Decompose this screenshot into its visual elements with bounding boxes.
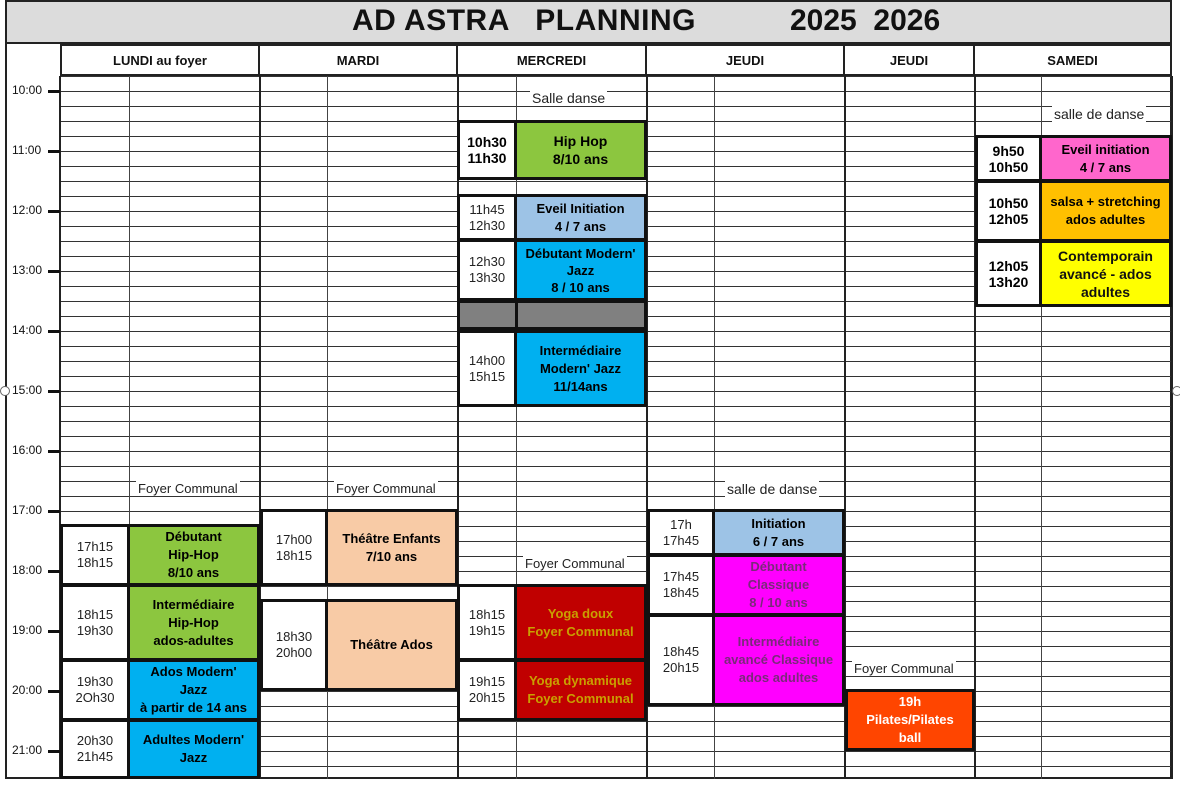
break-divider xyxy=(515,300,518,330)
session-ados-modern-jazz-lundi: Ados Modern' Jazz à partir de 14 ans xyxy=(130,659,260,721)
session-intermediaire-classique-jeudi: Intermédiaire avancé Classique ados adultes xyxy=(715,614,845,706)
session-time: 10h50 12h05 xyxy=(975,180,1042,242)
time-label: 15:00 xyxy=(12,383,43,397)
location-label-jeudi: salle de danse xyxy=(727,481,818,497)
time-tick xyxy=(48,570,60,573)
session-time: 17h 17h45 xyxy=(647,509,715,556)
session-debutant-classique-jeudi: Débutant Classique 8 / 10 ans xyxy=(715,554,845,616)
session-yoga-dynamique-mercredi: Yoga dynamique Foyer Communal xyxy=(517,659,647,721)
session-time: 18h15 19h15 xyxy=(457,584,517,661)
session-salsa-samedi: salsa + stretching ados adultes xyxy=(1042,180,1172,242)
time-label: 11:00 xyxy=(12,143,42,157)
day-header-lundi: LUNDI au foyer xyxy=(60,44,260,76)
time-label: 14:00 xyxy=(12,323,43,337)
location-label-mercredi-evening: Foyer Communal xyxy=(525,556,625,571)
time-tick xyxy=(48,390,60,393)
session-time: 12h05 13h20 xyxy=(975,240,1042,307)
page-handle-left xyxy=(0,386,10,396)
session-time: 17h15 18h15 xyxy=(60,524,130,586)
session-adultes-modern-jazz-lundi: Adultes Modern' Jazz xyxy=(130,719,260,779)
grid-row-line xyxy=(60,451,1172,452)
time-label: 21:00 xyxy=(12,743,43,757)
day-header-jeudi: JEUDI xyxy=(647,44,845,76)
time-label: 13:00 xyxy=(12,263,43,277)
time-label: 10:00 xyxy=(12,83,43,97)
time-label: 20:00 xyxy=(12,683,43,697)
grid-row-line xyxy=(60,511,1172,512)
session-pilates-jeudi: 19h Pilates/Pilates ball xyxy=(845,689,975,751)
session-time: 20h30 21h45 xyxy=(60,719,130,779)
session-time: 9h50 10h50 xyxy=(975,135,1042,182)
time-tick xyxy=(48,510,60,513)
grid-row-line xyxy=(60,496,1172,497)
session-yoga-doux-mercredi: Yoga doux Foyer Communal xyxy=(517,584,647,661)
day-header-jeudi-2: JEUDI xyxy=(845,44,975,76)
day-header-mercredi: MERCREDI xyxy=(458,44,647,76)
session-theatre-enfants-mardi: Théâtre Enfants 7/10 ans xyxy=(328,509,458,586)
break-block xyxy=(457,300,647,330)
session-intermediaire-modern-jazz-mercredi: Intermédiaire Modern' Jazz 11/14ans xyxy=(517,330,647,407)
session-contemporain-samedi: Contemporain avancé - ados adultes xyxy=(1042,240,1172,307)
session-initiation-jeudi: Initiation 6 / 7 ans xyxy=(715,509,845,556)
session-time: 18h15 19h30 xyxy=(60,584,130,661)
page-handle-right xyxy=(1172,386,1180,396)
session-eveil-mercredi: Eveil Initiation 4 / 7 ans xyxy=(517,194,647,241)
location-label-samedi: salle de danse xyxy=(1054,106,1145,122)
session-time: 19h15 20h15 xyxy=(457,659,517,721)
time-tick xyxy=(48,330,60,333)
planning-title: AD ASTRA PLANNING xyxy=(352,4,696,37)
time-label: 17:00 xyxy=(12,503,43,517)
location-label-lundi: Foyer Communal xyxy=(138,481,238,496)
session-time: 18h30 20h00 xyxy=(260,599,328,691)
day-header-samedi: SAMEDI xyxy=(975,44,1172,76)
day-header-mardi: MARDI xyxy=(260,44,458,76)
time-tick xyxy=(48,630,60,633)
session-intermediaire-hiphop-lundi: Intermédiaire Hip-Hop ados-adultes xyxy=(130,584,260,661)
time-tick xyxy=(48,150,60,153)
session-debutant-modern-jazz-mercredi: Débutant Modern' Jazz 8 / 10 ans xyxy=(517,239,647,301)
time-label: 18:00 xyxy=(12,563,43,577)
grid-row-line xyxy=(60,466,1172,467)
session-time: 11h45 12h30 xyxy=(457,194,517,241)
session-time: 12h30 13h30 xyxy=(457,239,517,301)
grid-row-line xyxy=(60,106,1172,107)
session-hiphop-mercredi: Hip Hop 8/10 ans xyxy=(517,120,647,180)
session-time: 17h45 18h45 xyxy=(647,554,715,616)
time-tick xyxy=(48,750,60,753)
time-label: 19:00 xyxy=(12,623,43,637)
grid-row-line xyxy=(60,76,1172,77)
time-tick xyxy=(48,690,60,693)
season-year: 2025 2026 xyxy=(790,4,941,37)
session-time: 18h45 20h15 xyxy=(647,614,715,706)
time-label: 16:00 xyxy=(12,443,43,457)
session-time: 17h00 18h15 xyxy=(260,509,328,586)
time-tick xyxy=(48,90,60,93)
session-theatre-ados-mardi: Théâtre Ados xyxy=(328,599,458,691)
location-label-jeudi-2: Foyer Communal xyxy=(854,661,954,676)
location-label-mardi: Foyer Communal xyxy=(336,481,436,496)
session-time: 19h30 2Oh30 xyxy=(60,659,130,721)
time-label: 12:00 xyxy=(12,203,43,217)
session-time: 10h30 11h30 xyxy=(457,120,517,180)
time-tick xyxy=(48,450,60,453)
location-label-mercredi: Salle danse xyxy=(532,90,606,106)
time-tick xyxy=(48,270,60,273)
grid-row-line xyxy=(60,436,1172,437)
session-debutant-hiphop-lundi: Débutant Hip-Hop 8/10 ans xyxy=(130,524,260,586)
time-tick xyxy=(48,210,60,213)
session-eveil-samedi: Eveil initiation 4 / 7 ans xyxy=(1042,135,1172,182)
title-bar xyxy=(5,0,1172,44)
grid-row-line xyxy=(60,91,1172,92)
session-time: 14h00 15h15 xyxy=(457,330,517,407)
grid-row-line xyxy=(60,421,1172,422)
